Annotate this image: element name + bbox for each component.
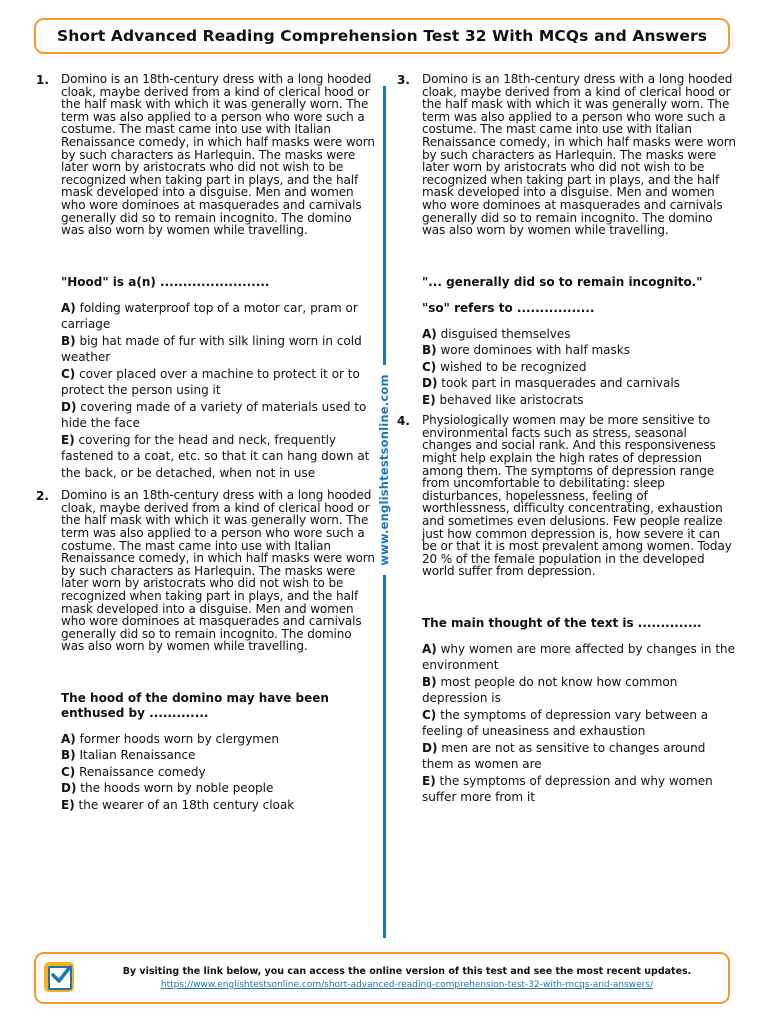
checkmark-icon — [49, 964, 73, 986]
option-text: covering for the head and neck, frequently fastened to a coat, etc. so that it can hang down at the back, or be detached, when not in use — [61, 432, 370, 480]
option-a[interactable] — [422, 326, 737, 343]
option-text: behaved like aristocrats — [439, 392, 584, 407]
option-letter: A) — [61, 731, 76, 746]
option-letter: C) — [422, 707, 437, 722]
passage: Physiologically women may be more sensitive to environmental facts such as stress, seasonal changes and social rank. And this responsiveness might help explain the high rates of depression among them. The symptoms of depression range from uncomfortable to debilitating: sleep disturbances, hopelessness, feeling of worthlessness, difficulty concentrating, exhaustion and sometimes even delusions. Few people realize just how common depression is, how severe it can be or that it is most prevalent among women. Today 20 % of the female population in the developed world suffer from depression. — [422, 413, 732, 579]
option-text: wished to be recognized — [440, 359, 587, 374]
option-text: covering made of a variety of materials used to hide the face — [61, 399, 367, 431]
option-text: folding waterproof top of a motor car, pram or carriage — [61, 300, 358, 332]
question-prompt: The hood of the domino may have been enthused by ............. — [61, 690, 329, 720]
option-d[interactable] — [422, 740, 737, 773]
option-letter: E) — [61, 432, 75, 447]
option-letter: D) — [422, 740, 438, 755]
option-letter: A) — [61, 300, 76, 315]
option-a[interactable] — [61, 731, 376, 748]
options-list — [422, 326, 737, 409]
option-text: the hoods worn by noble people — [80, 781, 274, 796]
option-text: wore dominoes with half masks — [440, 343, 630, 358]
question-number: 2. — [36, 489, 49, 504]
passage: Domino is an 18th-century dress with a long hooded cloak, maybe derived from a kind of clerical hood or the half mask with which it was generally worn. The term was also applied to a person who wore such a costume. The mast came into use with Italian Renaissance comedy, in which half masks were worn by such characters as Harlequin. The masks were later worn by aristocrats who did not wish to be recognized when taking part in plays, and the half mask developed into a disguise. Men and women who wore dominoes at masquerades and carnivals generally did so to remain incognito. The domino was also worn by women while travelling. — [61, 72, 375, 238]
question-prompt: The main thought of the text is .............. — [422, 615, 702, 630]
options-list — [61, 300, 376, 482]
checkbox-logo-icon — [44, 962, 74, 992]
options-list — [422, 641, 737, 806]
option-text: took part in masquerades and carnivals — [441, 376, 680, 391]
option-text: Italian Renaissance — [79, 748, 196, 763]
passage: Domino is an 18th-century dress with a long hooded cloak, maybe derived from a kind of clerical hood or the half mask with which it was generally worn. The term was also applied to a person who wore such a costume. The mast came into use with Italian Renaissance comedy, in which half masks were worn by such characters as Harlequin. The masks were later worn by aristocrats who did not wish to be recognized when taking part in plays, and the half mask developed into a disguise. Men and women who wore dominoes at masquerades and carnivals generally did so to remain incognito. The domino was also worn by women while travelling. — [422, 72, 736, 238]
option-e[interactable] — [61, 797, 376, 814]
option-e[interactable] — [422, 773, 737, 806]
option-letter: B) — [61, 333, 76, 348]
option-text: why women are more affected by changes in the environment — [422, 641, 736, 673]
option-letter: B) — [61, 748, 76, 763]
title-box — [34, 18, 730, 54]
option-letter: A) — [422, 326, 437, 341]
option-a[interactable] — [422, 641, 737, 674]
option-e[interactable] — [422, 392, 737, 409]
option-d[interactable] — [61, 780, 376, 797]
watermark-url: www.englishtestsonline.com — [377, 374, 391, 566]
option-letter: A) — [422, 641, 437, 656]
option-b[interactable] — [61, 747, 376, 764]
passage: Domino is an 18th-century dress with a long hooded cloak, maybe derived from a kind of clerical hood or the half mask with which it was generally worn. The term was also applied to a person who wore such a costume. The mast came into use with Italian Renaissance comedy, in which half masks were worn by such characters as Harlequin. The masks were later worn by aristocrats who did not wish to be recognized when taking part in plays, and the half mask developed into a disguise. Men and women who wore dominoes at masquerades and carnivals generally did so to remain incognito. The domino was also worn by women while travelling. — [61, 488, 375, 654]
option-letter: C) — [61, 764, 76, 779]
option-text: former hoods worn by clergymen — [79, 731, 279, 746]
option-d[interactable] — [61, 399, 376, 432]
option-letter: D) — [61, 399, 77, 414]
options-list — [61, 731, 376, 814]
question-number: 3. — [397, 73, 410, 87]
page-title: Short Advanced Reading Comprehension Test 32 With MCQs and Answers — [56, 27, 708, 45]
left-column — [36, 73, 376, 813]
question-2 — [36, 489, 376, 813]
footer-text: By visiting the link below, you can access the online version of this test and see the most recent updates. — [122, 966, 692, 977]
option-a[interactable] — [61, 300, 376, 333]
question-3 — [397, 73, 737, 408]
option-letter: E) — [422, 392, 436, 407]
option-text: the wearer of an 18th century cloak — [78, 797, 295, 812]
option-text: the symptoms of depression vary between a feeling of uneasiness and exhaustion — [422, 707, 709, 739]
option-c[interactable] — [422, 359, 737, 376]
option-b[interactable] — [422, 674, 737, 707]
option-letter: D) — [61, 781, 77, 796]
option-letter: E) — [422, 773, 436, 788]
option-text: most people do not know how common depression is — [422, 674, 678, 706]
option-letter: C) — [61, 366, 76, 381]
question-prompt: "Hood" is a(n) ........................ — [61, 274, 270, 289]
option-b[interactable] — [422, 342, 737, 359]
option-c[interactable] — [61, 764, 376, 781]
option-c[interactable] — [61, 366, 376, 399]
question-number: 4. — [397, 414, 410, 429]
question-4 — [397, 414, 737, 806]
question-1 — [36, 73, 376, 481]
right-column — [397, 73, 737, 806]
option-letter: D) — [422, 376, 438, 391]
question-prompt: "... generally did so to remain incognito." — [422, 274, 703, 289]
question-prompt-secondary: "so" refers to ................. — [422, 300, 595, 315]
question-number: 1. — [36, 73, 49, 87]
footer-link[interactable]: https://www.englishtestsonline.com/short-advanced-reading-comprehension-test-32-with-mcqs-and-answers/ — [160, 980, 654, 990]
option-b[interactable] — [61, 333, 376, 366]
footer-box — [34, 952, 730, 1004]
option-letter: C) — [422, 359, 437, 374]
option-text: men are not as sensitive to changes around them as women are — [422, 740, 706, 772]
option-d[interactable] — [422, 375, 737, 392]
option-text: cover placed over a machine to protect it or to protect the person using it — [61, 366, 360, 398]
option-c[interactable] — [422, 707, 737, 740]
option-text: Renaissance comedy — [79, 764, 206, 779]
option-letter: B) — [422, 674, 437, 689]
option-letter: B) — [422, 343, 437, 358]
option-text: big hat made of fur with silk lining worn in cold weather — [61, 333, 362, 365]
option-text: the symptoms of depression and why women suffer more from it — [422, 773, 713, 805]
option-letter: E) — [61, 797, 75, 812]
option-e[interactable] — [61, 432, 376, 482]
option-text: disguised themselves — [440, 326, 571, 341]
